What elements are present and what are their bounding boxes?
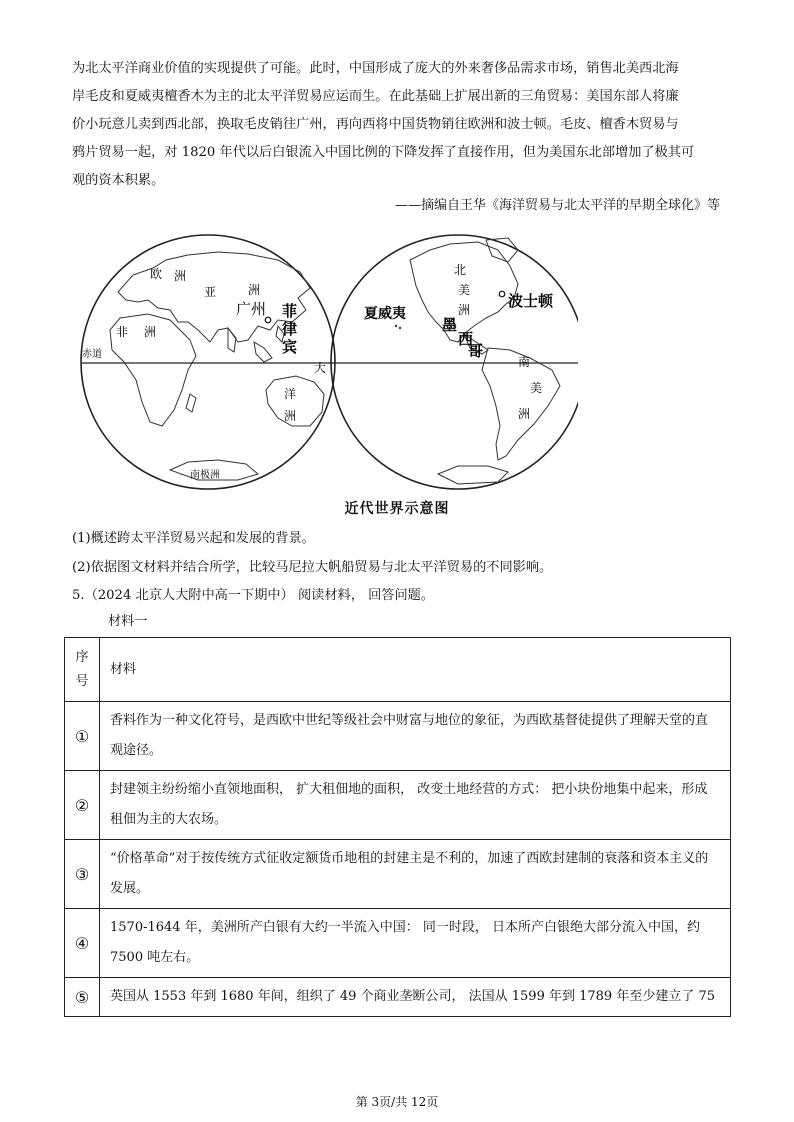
label-sa-b: 美 bbox=[530, 381, 543, 395]
intro-paragraph bbox=[72, 55, 724, 195]
label-europe-b: 洲 bbox=[174, 269, 187, 283]
question-1: (1)概述跨太平洋贸易兴起和发展的背景。 bbox=[72, 531, 315, 546]
question-5-heading: 5.（2024 北京人大附中高一下期中） 阅读材料， 回答问题。 bbox=[72, 588, 435, 603]
header-text-cell: 材料 bbox=[100, 638, 731, 702]
table-header-row bbox=[65, 638, 731, 702]
row-num: ① bbox=[65, 702, 100, 771]
row-text: 英国从 1553 年到 1680 年间，组织了 49 个商业垄断公司， 法国从 1599 年到 1789 年至少建立了 75 bbox=[100, 978, 731, 1017]
label-na-a: 北 bbox=[454, 263, 467, 277]
question-2: (2)依据图文材料并结合所学，比较马尼拉大帆船贸易与北太平洋贸易的不同影响。 bbox=[72, 560, 553, 575]
east-hemisphere-outline bbox=[81, 235, 335, 489]
table-row bbox=[65, 771, 731, 840]
label-asia-b: 洲 bbox=[248, 283, 261, 297]
intro-line: 价小玩意儿卖到西北部，换取毛皮销往广州，再向西将中国货物销往欧洲和波士顿。毛皮、檀香木贸易与 bbox=[72, 117, 679, 132]
label-oceania-b: 洋 bbox=[284, 387, 297, 401]
map-caption: 近代世界示意图 bbox=[344, 501, 450, 517]
label-na-b: 美 bbox=[458, 283, 471, 297]
intro-line: 鸦片贸易一起，对 1820 年代以后白银流入中国比例的下降发挥了直接作用，但为美国东北部增加了极其可 bbox=[72, 145, 695, 160]
table-row bbox=[65, 840, 731, 909]
label-europe-a: 欧 bbox=[150, 267, 163, 281]
material-one-label: 材料一 bbox=[108, 614, 148, 629]
page-footer: 第 3页/共 12页 bbox=[355, 1095, 439, 1109]
row-text: 香料作为一种文化符号，是西欧中世纪等级社会中财富与地位的象征，为西欧基督徒提供了理解天堂的直观途径。 bbox=[100, 702, 731, 771]
label-mexico-a: 墨 bbox=[442, 316, 458, 334]
label-boston: 波士顿 bbox=[508, 292, 554, 310]
row-num: ④ bbox=[65, 909, 100, 978]
label-philippines-b: 律 bbox=[282, 320, 298, 338]
label-mexico-b: 西 bbox=[458, 330, 474, 348]
source-citation: ——摘编自王华《海洋贸易与北太平洋的早期全球化》等 bbox=[394, 198, 720, 213]
table-row bbox=[65, 702, 731, 771]
label-asia-a: 亚 bbox=[204, 285, 217, 299]
intro-line: 观的资本积累。 bbox=[72, 173, 165, 188]
header-num-cell: 序 号 bbox=[65, 638, 100, 702]
label-mexico-c: 哥 bbox=[468, 342, 484, 360]
label-sa-a: 南 bbox=[518, 355, 531, 369]
material-table bbox=[64, 637, 731, 1017]
label-oceania-a: 大 bbox=[314, 361, 327, 375]
label-sa-c: 洲 bbox=[518, 407, 531, 421]
label-africa-a: 非 bbox=[116, 325, 129, 339]
row-num: ⑤ bbox=[65, 978, 100, 1017]
table-row bbox=[65, 978, 731, 1017]
label-guangzhou: 广州 bbox=[236, 300, 267, 318]
row-num: ② bbox=[65, 771, 100, 840]
boston-marker bbox=[499, 291, 505, 297]
intro-line: 岸毛皮和夏威夷檀香木为主的北太平洋贸易应运而生。在此基础上扩展出新的三角贸易：美国东部人将廉 bbox=[72, 89, 679, 104]
intro-line: 为北太平洋商业价值的实现提供了可能。此时，中国形成了庞大的外来奢侈品需求市场，销售北美西北海 bbox=[72, 61, 679, 76]
guangzhou-marker bbox=[265, 317, 271, 323]
row-text: 封建领主纷纷缩小直领地面积， 扩大租佃地的面积， 改变土地经营的方式： 把小块份地集中起来，形成租佃为主的大农场。 bbox=[100, 771, 731, 840]
row-text: “价格革命”对于按传统方式征收定额货币地租的封建主是不利的，加速了西欧封建制的衰落和资本主义的发展。 bbox=[100, 840, 731, 909]
label-na-c: 洲 bbox=[458, 303, 471, 317]
label-africa-b: 洲 bbox=[144, 325, 157, 339]
row-text: 1570-1644 年，美洲所产白银有大约一半流入中国： 同一时段， 日本所产白银绝大部分流入中国，约 7500 吨左右。 bbox=[100, 909, 731, 978]
row-num: ③ bbox=[65, 840, 100, 909]
label-antarctica: 南极洲 bbox=[190, 470, 220, 481]
label-philippines-c: 宾 bbox=[282, 338, 298, 356]
label-hawaii: 夏威夷 bbox=[364, 306, 406, 322]
label-philippines-a: 菲 bbox=[282, 302, 298, 320]
label-oceania-c: 洲 bbox=[284, 409, 297, 423]
table-row bbox=[65, 909, 731, 978]
antarctica-shape-right bbox=[438, 466, 508, 484]
world-map bbox=[78, 230, 578, 494]
label-equator: 赤道 bbox=[82, 349, 102, 360]
